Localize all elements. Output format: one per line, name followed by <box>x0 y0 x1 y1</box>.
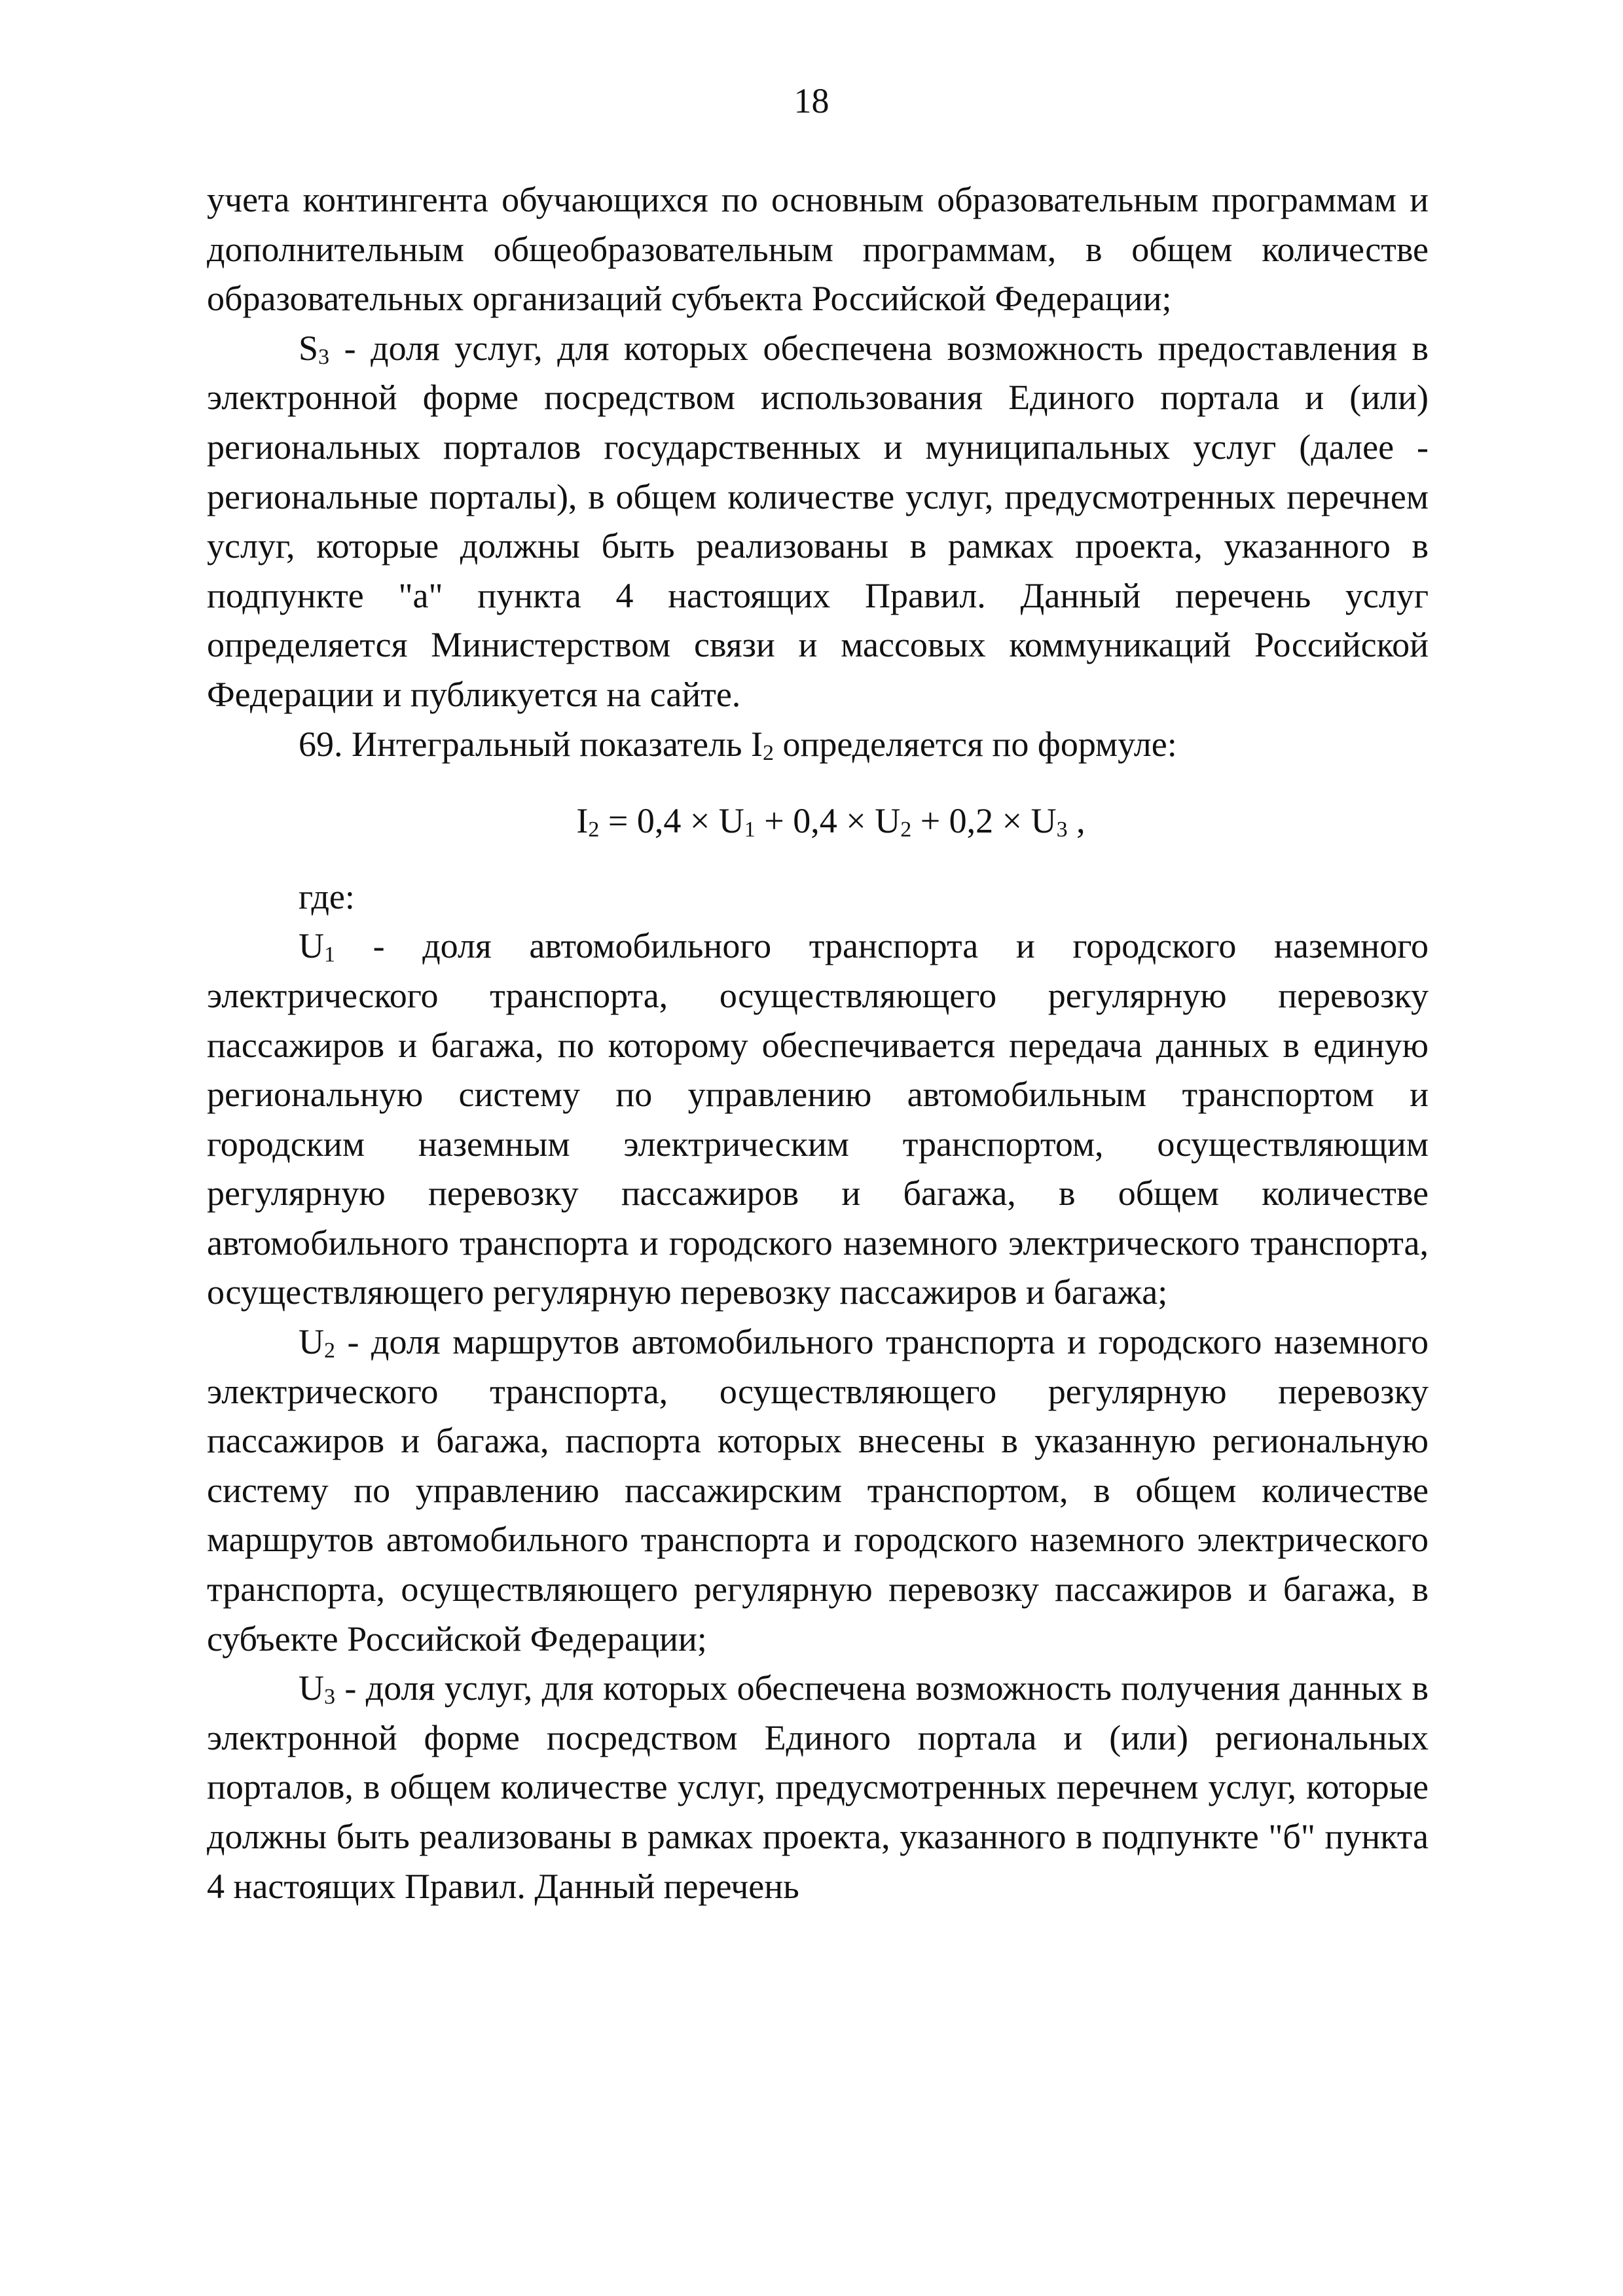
formula-term-2: + 0,4 × U <box>755 801 901 841</box>
paragraph-69 <box>207 720 1429 770</box>
page-number: 18 <box>793 81 830 120</box>
symbol-subscript: 1 <box>324 942 335 967</box>
symbol-subscript: 3 <box>324 1685 335 1710</box>
definition-text: - доля автомобильного транспорта и городского наземного электрического транспорта, осуществляющего регулярную перевозку пассажиров и багажа, по которому обеспечивается передача данных в единую региональную систему по управлению автомобильным транспортом и городским наземным электрическим транспортом, осуществляющим регулярную перевозку пассажиров и багажа, в общем количестве автомобильного транспорта и городского наземного электрического транспорта, осуществляющего регулярную перевозку пассажиров и багажа; <box>207 926 1429 1312</box>
symbol-u: U <box>299 1668 324 1708</box>
where-label: где: <box>299 876 355 916</box>
definition-text: - доля услуг, для которых обеспечена возможность предоставления в электронной форме посредством использования Единого портала и (или) региональных порталов государственных и муниципальных услуг (далее - региональные порталы), в общем количестве услуг, предусмотренных перечнем услуг, которые должны быть реализованы в рамках проекта, указанного в подпункте "а" пункта 4 настоящих Правил. Данный перечень услуг определяется Министерством связи и массовых коммуникаций Российской Федерации и публикуется на сайте. <box>207 328 1429 714</box>
definition-text: - доля маршрутов автомобильного транспорта и городского наземного электрического транспорта, осуществляющего регулярную перевозку пассажиров и багажа, паспорта которых внесены в указанную региональную систему по управлению пассажирским транспортом, в общем количестве маршрутов автомобильного транспорта и городского наземного электрического транспорта, осуществляющего регулярную перевозку пассажиров и багажа, в субъекте Российской Федерации; <box>207 1322 1429 1659</box>
formula-lhs-subscript: 2 <box>588 817 600 842</box>
formula-term-3-subscript: 3 <box>1056 817 1068 842</box>
paragraph-69-lead: 69. Интегральный показатель I <box>299 724 763 764</box>
paragraph-69-tail: определяется по формуле: <box>774 724 1177 764</box>
formula-i2 <box>207 797 1429 846</box>
formula-end: , <box>1067 801 1085 841</box>
formula-term-2-subscript: 2 <box>900 817 912 842</box>
paragraph-69-subscript: 2 <box>763 740 775 765</box>
definition-u3 <box>207 1664 1429 1911</box>
formula-lhs: I <box>576 801 589 841</box>
formula-term-3: + 0,2 × U <box>911 801 1057 841</box>
definition-u2 <box>207 1318 1429 1664</box>
symbol-subscript: 3 <box>318 344 330 369</box>
formula-term-1-subscript: 1 <box>744 817 756 842</box>
definition-u1 <box>207 922 1429 1318</box>
document-body <box>207 175 1429 1911</box>
paragraph-continuation: учета контингента обучающихся по основным образовательным программам и дополнительным общеобразовательным программам, в общем количестве образовательных организаций субъекта Российской Федерации; <box>207 180 1429 319</box>
symbol-u: U <box>299 926 324 966</box>
definition-text: - доля услуг, для которых обеспечена возможность получения данных в электронной форме посредством Единого портала и (или) региональных порталов, в общем количестве услуг, предусмотренных перечнем услуг, которые должны быть реализованы в рамках проекта, указанного в подпункте "б" пункта 4 настоящих Правил. Данный перечень <box>207 1668 1429 1906</box>
formula-term-1: = 0,4 × U <box>599 801 744 841</box>
symbol-subscript: 2 <box>324 1338 335 1363</box>
definition-s3 <box>207 324 1429 720</box>
symbol-s: S <box>299 328 319 368</box>
symbol-u: U <box>299 1322 324 1362</box>
